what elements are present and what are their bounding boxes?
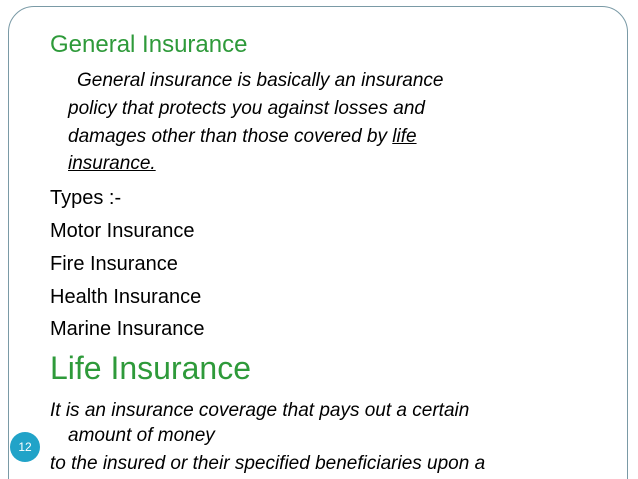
- type-item-marine: Marine Insurance: [50, 318, 205, 340]
- life-link-word: life: [392, 126, 417, 147]
- life-description-line-1: It is an insurance coverage that pays out a certain: [50, 400, 470, 421]
- type-item-motor: Motor Insurance: [50, 220, 195, 242]
- type-item-health: Health Insurance: [50, 286, 202, 308]
- life-description-line-2: amount of money: [68, 425, 215, 446]
- general-description-line-1: General insurance is basically an insurance: [77, 70, 444, 91]
- general-description-line-4: insurance.: [68, 153, 156, 174]
- general-description-line-3: [68, 126, 417, 148]
- general-insurance-heading: General Insurance: [50, 31, 248, 58]
- life-description-line-3: to the insured or their specified beneficiaries upon a: [50, 453, 486, 474]
- general-description-line-3-text: damages other than those covered by: [68, 126, 387, 147]
- general-description-line-2: policy that protects you against losses and: [68, 98, 425, 119]
- page-number-badge: 12: [10, 432, 40, 462]
- life-insurance-heading: Life Insurance: [50, 350, 252, 386]
- types-heading: Types :-: [50, 187, 122, 209]
- type-item-fire: Fire Insurance: [50, 253, 178, 275]
